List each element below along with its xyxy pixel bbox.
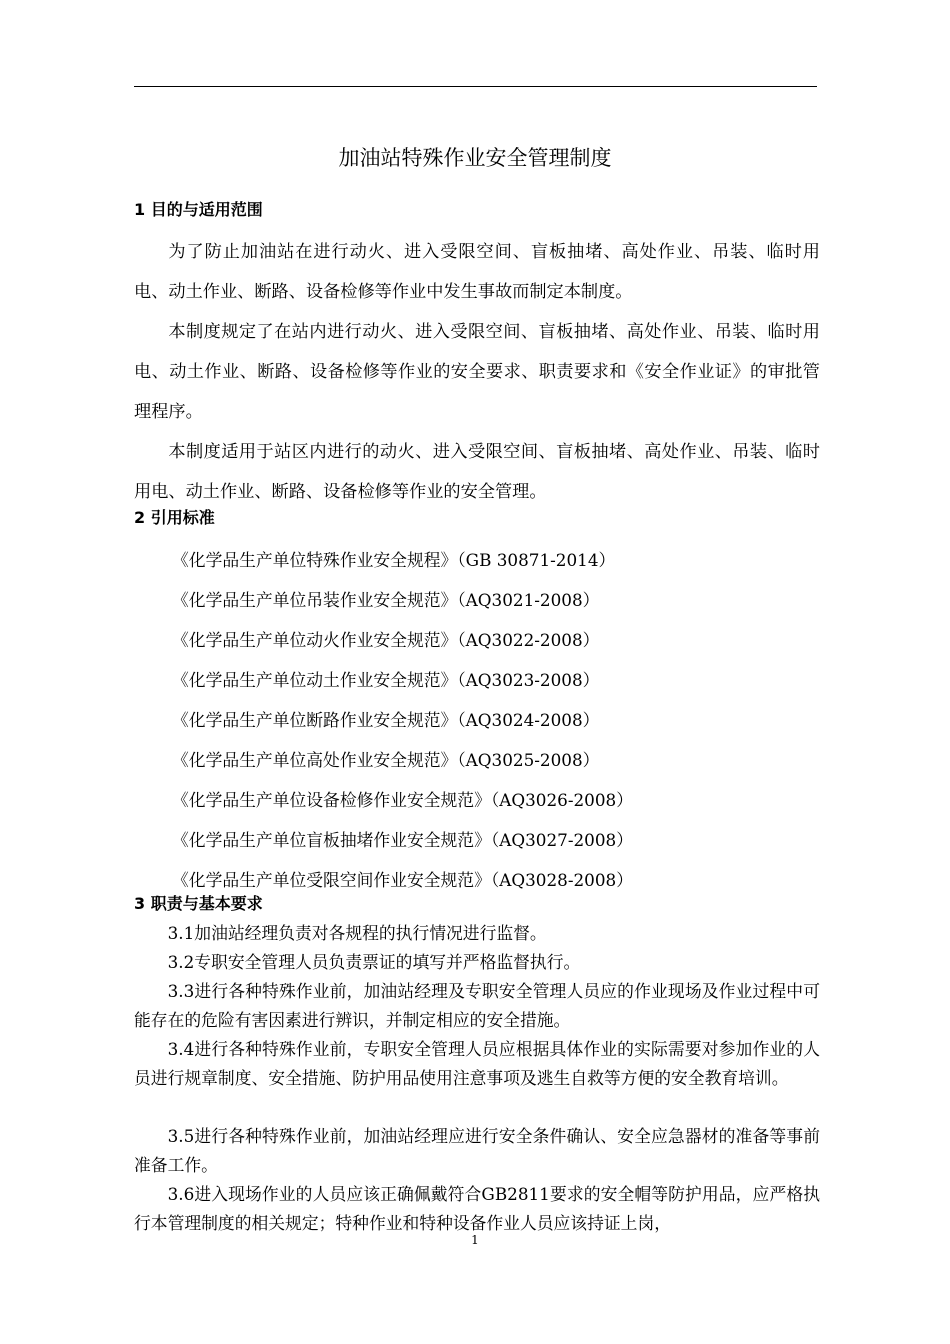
header-rule <box>134 86 817 87</box>
standard-item: 《化学品生产单位特殊作业安全规程》（GB 30871-2014） <box>172 550 616 570</box>
document-title: 加油站特殊作业安全管理制度 <box>338 146 612 170</box>
section-1-paragraph-2: 本制度规定了在站内进行动火、进入受限空间、盲板抽堵、高处作业、吊装、临时用电、动土作业、断路、设备检修等作业的安全要求、职责要求和《安全作业证》的审批管理程序。 <box>134 322 820 422</box>
clause-3-6: 3.6进入现场作业的人员应该正确佩戴符合GB2811要求的安全帽等防护用品，应严格执行本管理制度的相关规定；特种作业和特种设备作业人员应该持证上岗， <box>134 1184 820 1233</box>
standard-item: 《化学品生产单位受限空间作业安全规范》（AQ3028-2008） <box>172 870 633 890</box>
section-3-heading: 3 职责与基本要求 <box>134 894 263 913</box>
standard-item: 《化学品生产单位断路作业安全规范》（AQ3024-2008） <box>172 710 600 730</box>
page-number: 1 <box>471 1233 479 1247</box>
standard-item: 《化学品生产单位吊装作业安全规范》（AQ3021-2008） <box>172 590 600 610</box>
standard-item: 《化学品生产单位动火作业安全规范》（AQ3022-2008） <box>172 630 600 650</box>
standard-item: 《化学品生产单位设备检修作业安全规范》（AQ3026-2008） <box>172 790 633 810</box>
section-1-heading: 1 目的与适用范围 <box>134 200 263 219</box>
clause-3-1: 3.1加油站经理负责对各规程的执行情况进行监督。 <box>167 923 547 943</box>
section-1-paragraph-3: 本制度适用于站区内进行的动火、进入受限空间、盲板抽堵、高处作业、吊装、临时用电、动土作业、断路、设备检修等作业的安全管理。 <box>134 442 820 502</box>
clause-3-4: 3.4进行各种特殊作业前，专职安全管理人员应根据具体作业的实际需要对参加作业的人员进行规章制度、安全措施、防护用品使用注意事项及逃生自救等方便的安全教育培训。 <box>134 1039 820 1088</box>
standard-item: 《化学品生产单位盲板抽堵作业安全规范》（AQ3027-2008） <box>172 830 633 850</box>
standard-item: 《化学品生产单位动土作业安全规范》（AQ3023-2008） <box>172 670 600 690</box>
clause-3-3: 3.3进行各种特殊作业前，加油站经理及专职安全管理人员应的作业现场及作业过程中可能存在的危险有害因素进行辨识，并制定相应的安全措施。 <box>134 981 820 1030</box>
section-2-heading: 2 引用标准 <box>134 508 215 527</box>
standard-item: 《化学品生产单位高处作业安全规范》（AQ3025-2008） <box>172 750 600 770</box>
clause-3-5: 3.5进行各种特殊作业前，加油站经理应进行安全条件确认、安全应急器材的准备等事前准备工作。 <box>134 1126 820 1175</box>
section-1-paragraph-1: 为了防止加油站在进行动火、进入受限空间、盲板抽堵、高处作业、吊装、临时用电、动土作业、断路、设备检修等作业中发生事故而制定本制度。 <box>134 242 820 302</box>
clause-3-2: 3.2专职安全管理人员负责票证的填写并严格监督执行。 <box>167 952 581 972</box>
